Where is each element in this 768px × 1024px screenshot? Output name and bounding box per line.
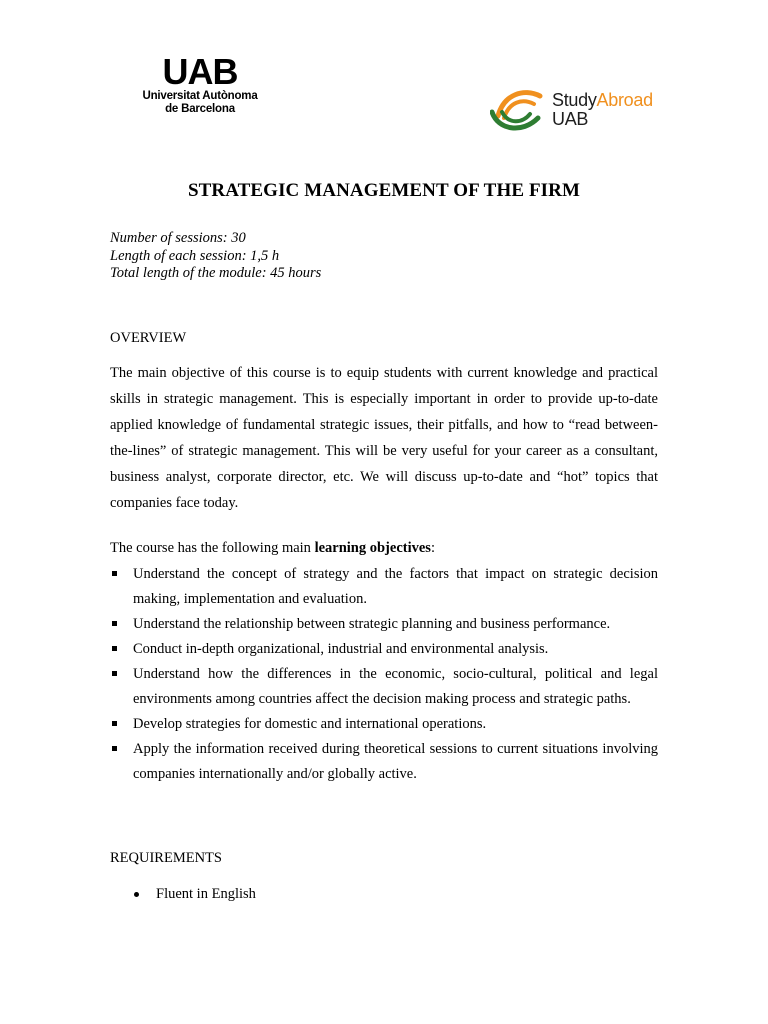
list-item bbox=[110, 637, 658, 662]
study-abroad-study-text: Study bbox=[552, 90, 597, 110]
uab-logo-mark bbox=[140, 54, 260, 88]
document-title: STRATEGIC MANAGEMENT OF THE FIRM bbox=[187, 180, 581, 201]
square-bullet-icon bbox=[112, 671, 117, 676]
square-bullet-icon bbox=[112, 746, 117, 751]
overview-paragraph: The main objective of this course is to equip students with current knowledge and practical skills in strategic management. This is especially important in order to provide up-to-date applied knowledge of fundamental strategic issues, their pitfalls, and how to “read between-the-lines” of strategic management. This will be very useful for your career as a consultant, business analyst, corporate director, etc. We will discuss up-to-date and “hot” topics that companies face today. bbox=[110, 365, 658, 511]
requirements-list bbox=[131, 882, 256, 906]
objective-text: Understand the relationship between strategic planning and business performance. bbox=[133, 616, 611, 632]
square-bullet-icon bbox=[112, 571, 117, 576]
meta-total-length: Total length of the module: 45 hours bbox=[110, 265, 322, 281]
meta-sessions: Number of sessions: 30 bbox=[110, 230, 246, 246]
requirements-heading: REQUIREMENTS bbox=[110, 850, 222, 866]
objective-text: Understand the concept of strategy and the factors that impact on strategic decision making, implementation and evaluation. bbox=[133, 566, 658, 607]
objectives-list bbox=[110, 562, 658, 787]
list-item bbox=[110, 662, 658, 712]
objective-text: Apply the information received during theoretical sessions to current situations involving companies internationally and/or globally active. bbox=[133, 741, 658, 782]
overview-heading: OVERVIEW bbox=[110, 330, 187, 346]
objective-text: Conduct in-depth organizational, industrial and environmental analysis. bbox=[133, 641, 549, 657]
objective-text: Understand how the differences in the economic, socio-cultural, political and legal environments among countries affect the decision making process and strategic paths. bbox=[133, 666, 658, 707]
objectives-intro-bold: learning objectives bbox=[314, 540, 431, 556]
uab-logo-line1: Universitat Autònoma bbox=[142, 90, 258, 102]
objectives-intro-text: The course has the following main bbox=[110, 540, 315, 556]
objectives-intro-colon: : bbox=[430, 540, 435, 556]
round-bullet-icon bbox=[134, 892, 139, 897]
course-meta bbox=[110, 230, 321, 283]
uab-logo-mark-text: UAB bbox=[162, 54, 238, 88]
study-abroad-swirl-icon bbox=[490, 86, 548, 132]
list-item bbox=[110, 712, 658, 737]
study-abroad-uab-text: UAB bbox=[552, 109, 589, 129]
study-abroad-abroad-text: Abroad bbox=[596, 90, 653, 110]
list-item bbox=[131, 882, 256, 906]
list-item bbox=[110, 562, 658, 612]
square-bullet-icon bbox=[112, 646, 117, 651]
square-bullet-icon bbox=[112, 721, 117, 726]
study-abroad-logo bbox=[490, 86, 670, 132]
uab-logo-line2: de Barcelona bbox=[165, 103, 235, 115]
list-item bbox=[110, 612, 658, 637]
objectives-intro bbox=[110, 540, 435, 557]
requirement-text: Fluent in English bbox=[156, 886, 256, 902]
square-bullet-icon bbox=[112, 621, 117, 626]
list-item bbox=[110, 737, 658, 787]
objective-text: Develop strategies for domestic and international operations. bbox=[133, 716, 487, 732]
meta-session-length: Length of each session: 1,5 h bbox=[110, 247, 280, 264]
uab-logo bbox=[140, 54, 260, 116]
